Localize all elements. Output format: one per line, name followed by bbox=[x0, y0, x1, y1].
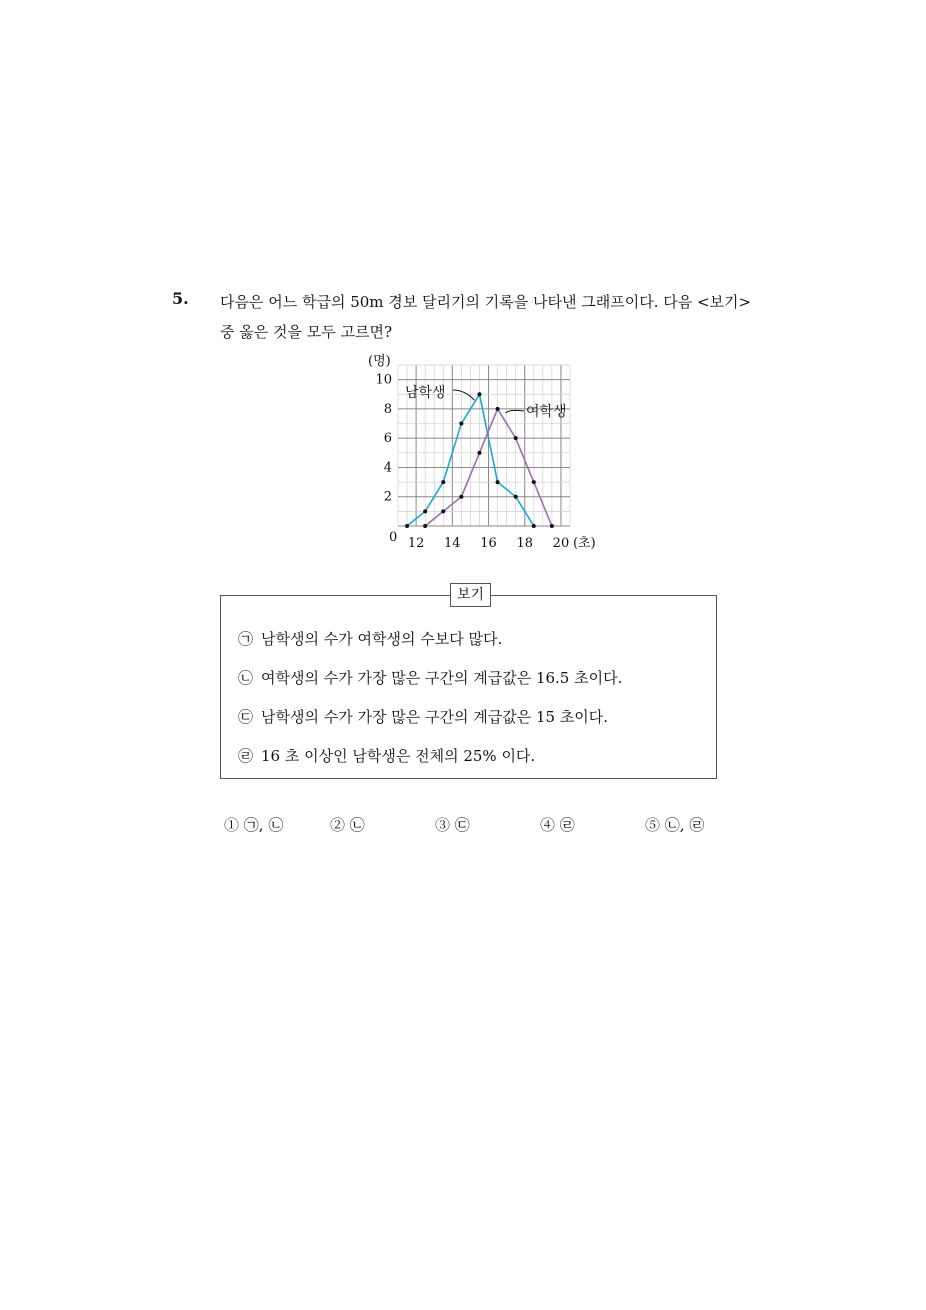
data-point bbox=[477, 451, 481, 455]
x-tick-label: 12 bbox=[407, 536, 425, 551]
data-point bbox=[423, 509, 427, 513]
series-label-pointer bbox=[453, 390, 474, 400]
choice-text: ㉡, ㉣ bbox=[664, 816, 705, 834]
data-point bbox=[441, 480, 445, 484]
x-axis-unit: (초) bbox=[572, 536, 596, 551]
choice-number: ⑤ bbox=[645, 816, 661, 834]
statement-text: 여학생의 수가 가장 많은 구간의 계급값은 16.5 초이다. bbox=[261, 669, 623, 687]
data-point bbox=[514, 436, 518, 440]
choice-text: ㉢ bbox=[454, 816, 470, 834]
data-point bbox=[514, 495, 518, 499]
origin-label: 0 bbox=[389, 530, 398, 545]
statement-text: 남학생의 수가 여학생의 수보다 많다. bbox=[261, 630, 503, 648]
data-point bbox=[405, 524, 409, 528]
data-point bbox=[496, 407, 500, 411]
choice-text: ㉡ bbox=[349, 816, 365, 834]
data-point bbox=[477, 392, 481, 396]
choice-5[interactable] bbox=[645, 814, 704, 835]
data-point bbox=[496, 480, 500, 484]
y-tick-label: 8 bbox=[383, 401, 392, 417]
data-point bbox=[550, 524, 554, 528]
data-point bbox=[423, 524, 427, 528]
choice-number: ① bbox=[224, 816, 240, 834]
data-point bbox=[532, 524, 536, 528]
statement-2 bbox=[238, 667, 622, 688]
frequency-polygon-chart bbox=[355, 350, 605, 555]
statement-1 bbox=[238, 628, 502, 649]
question-number: 5. bbox=[172, 289, 189, 308]
data-point bbox=[532, 480, 536, 484]
statement-marker: ㉢ bbox=[238, 708, 254, 726]
choice-text: ㉠, ㉡ bbox=[243, 816, 284, 834]
statement-text: 남학생의 수가 가장 많은 구간의 계급값은 15 초이다. bbox=[261, 708, 609, 726]
question-line-1: 다음은 어느 학급의 50m 경보 달리기의 기록을 나타낸 그래프이다. 다음 <보기> bbox=[220, 293, 752, 311]
choice-number: ② bbox=[330, 816, 346, 834]
choice-4[interactable] bbox=[540, 814, 575, 835]
y-tick-label: 10 bbox=[375, 372, 392, 388]
data-point bbox=[459, 422, 463, 426]
y-tick-label: 2 bbox=[383, 489, 392, 505]
x-tick-label: 20 bbox=[552, 536, 570, 551]
statement-marker: ㉠ bbox=[238, 630, 254, 648]
choice-2[interactable] bbox=[330, 814, 365, 835]
x-tick-label: 16 bbox=[480, 536, 497, 551]
statement-3 bbox=[238, 706, 608, 727]
statement-marker: ㉣ bbox=[238, 747, 254, 765]
choice-number: ③ bbox=[435, 816, 451, 834]
x-tick-label: 18 bbox=[516, 536, 534, 551]
statement-text: 16 초 이상인 남학생은 전체의 25% 이다. bbox=[261, 747, 536, 765]
choice-1[interactable] bbox=[224, 814, 283, 835]
choice-text: ㉣ bbox=[559, 816, 575, 834]
x-tick-label: 14 bbox=[444, 536, 461, 551]
statement-4 bbox=[238, 745, 535, 766]
y-axis-label: (명) bbox=[368, 354, 391, 369]
series-label-pointer bbox=[506, 410, 524, 413]
question-text bbox=[220, 287, 780, 347]
y-tick-label: 4 bbox=[383, 460, 392, 476]
series-label-boys: 남학생 bbox=[405, 385, 446, 401]
choice-number: ④ bbox=[540, 816, 556, 834]
series-label-girls: 여학생 bbox=[526, 404, 567, 420]
question-line-2: 중 옳은 것을 모두 고르면? bbox=[220, 323, 393, 341]
data-point bbox=[441, 509, 445, 513]
data-point bbox=[459, 495, 463, 499]
choice-3[interactable] bbox=[435, 814, 470, 835]
statement-marker: ㉡ bbox=[238, 669, 254, 687]
y-tick-label: 6 bbox=[383, 431, 392, 447]
bogi-title: 보기 bbox=[450, 583, 491, 607]
